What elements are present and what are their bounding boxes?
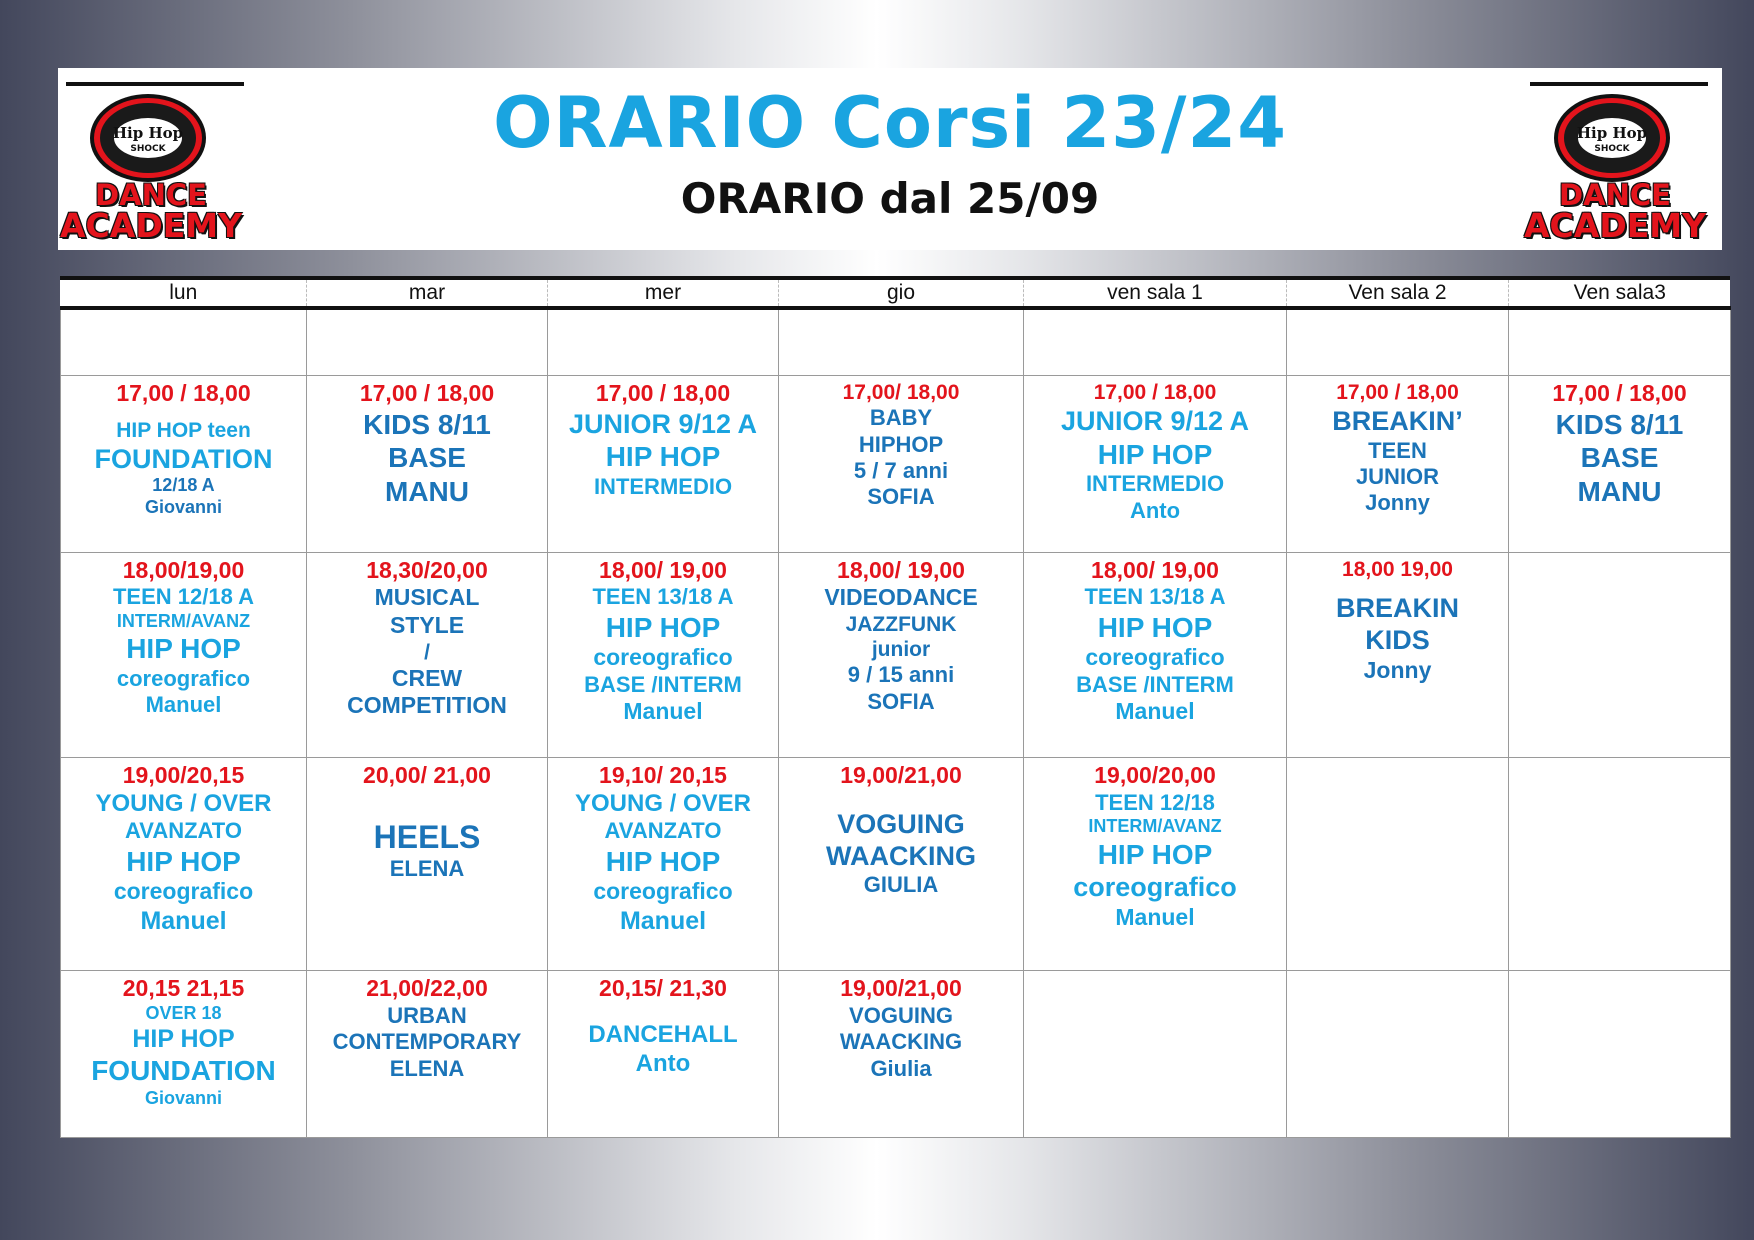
class-line: Giovanni bbox=[144, 496, 222, 517]
class-line: JAZZFUNK bbox=[845, 613, 957, 637]
class-line: BREAKIN bbox=[1335, 593, 1459, 624]
class-line: YOUNG / OVER bbox=[95, 789, 272, 817]
class-time: 19,00/21,00 bbox=[840, 975, 962, 1002]
page-title: ORARIO Corsi 23/24 bbox=[493, 82, 1287, 164]
class-line: MANU bbox=[1577, 475, 1662, 507]
class-line: HIP HOP bbox=[605, 440, 721, 472]
class-cell bbox=[307, 376, 548, 553]
class-line: Manuel bbox=[1115, 903, 1195, 930]
class-line: SOFIA bbox=[867, 688, 935, 714]
class-line: BREAKIN’ bbox=[1332, 406, 1463, 437]
class-line: TEEN 12/18 bbox=[1095, 789, 1215, 815]
class-line: INTERM/AVANZ bbox=[1088, 815, 1222, 836]
logo-divider bbox=[1530, 82, 1708, 86]
empty-cell bbox=[1287, 757, 1509, 970]
class-line: JUNIOR 9/12 A bbox=[568, 408, 758, 439]
logo-text-academy: ACADEMY bbox=[1524, 206, 1706, 245]
column-header-gio: gio bbox=[779, 280, 1024, 308]
class-time: 21,00/22,00 bbox=[366, 975, 488, 1002]
class-time: 17,00 / 18,00 bbox=[116, 380, 251, 406]
class-cell bbox=[61, 757, 307, 970]
class-line: SOFIA bbox=[867, 484, 935, 510]
class-line: HIP HOP bbox=[132, 1025, 235, 1054]
class-time: 17,00 / 18,00 bbox=[595, 380, 731, 406]
class-line: junior bbox=[871, 638, 931, 662]
class-line: TEEN 12/18 A bbox=[112, 584, 255, 610]
class-line: WAACKING bbox=[839, 1029, 963, 1055]
class-time: 17,00 / 18,00 bbox=[1336, 381, 1459, 404]
class-cell bbox=[1024, 552, 1287, 757]
class-line: HIP HOP bbox=[605, 611, 721, 643]
class-line: AVANZATO bbox=[604, 818, 722, 844]
empty-cell bbox=[1509, 971, 1731, 1138]
class-cell bbox=[779, 552, 1024, 757]
class-line: coreografico bbox=[1085, 644, 1225, 671]
logo-badge-text-2: SHOCK bbox=[130, 144, 166, 154]
class-time: 20,15/ 21,30 bbox=[599, 975, 727, 1002]
class-line: Giulia bbox=[870, 1055, 932, 1081]
empty-cell bbox=[307, 308, 548, 375]
empty-cell bbox=[61, 308, 307, 375]
class-line: INTERMEDIO bbox=[593, 473, 733, 499]
class-line: Jonny bbox=[1365, 490, 1430, 516]
class-line: KIDS bbox=[1365, 625, 1430, 656]
class-line: Manuel bbox=[145, 692, 222, 718]
class-line: Manuel bbox=[623, 698, 703, 725]
class-time: 20,00/ 21,00 bbox=[363, 761, 491, 788]
class-line: STYLE bbox=[389, 612, 465, 639]
class-time: 17,00/ 18,00 bbox=[842, 381, 960, 404]
column-header-lun: lun bbox=[61, 280, 307, 308]
class-line: TEEN 13/18 A bbox=[1084, 584, 1226, 610]
class-line: Manuel bbox=[619, 906, 707, 935]
class-line: FOUNDATION bbox=[91, 1055, 276, 1087]
schedule-table bbox=[60, 280, 1731, 1138]
class-time: 19,00/20,00 bbox=[1094, 761, 1216, 788]
class-time: 18,00 19,00 bbox=[1342, 557, 1453, 581]
class-line: CREW bbox=[391, 664, 463, 691]
class-line: TEEN 13/18 A bbox=[592, 584, 734, 610]
class-line: MANU bbox=[385, 475, 469, 507]
class-line: Anto bbox=[1129, 497, 1181, 523]
column-header-mar: mar bbox=[307, 280, 548, 308]
class-line: HEELS bbox=[373, 818, 481, 855]
column-header-ven-sala-2: Ven sala 2 bbox=[1287, 280, 1509, 308]
class-cell bbox=[1509, 376, 1731, 553]
class-line: FOUNDATION bbox=[94, 443, 273, 474]
class-line: VIDEODANCE bbox=[824, 584, 978, 611]
class-cell bbox=[307, 757, 548, 970]
class-time: 18,00/ 19,00 bbox=[837, 556, 965, 583]
class-line: coreografico bbox=[116, 666, 251, 692]
class-cell bbox=[61, 552, 307, 757]
class-cell bbox=[548, 757, 779, 970]
class-line: Manuel bbox=[140, 906, 227, 935]
class-line: Giovanni bbox=[144, 1088, 222, 1108]
class-cell bbox=[307, 552, 548, 757]
class-cell bbox=[61, 971, 307, 1138]
class-line: COMPETITION bbox=[347, 692, 507, 719]
class-line: Manuel bbox=[1115, 698, 1195, 725]
class-line: VOGUING bbox=[837, 808, 965, 839]
class-cell bbox=[1287, 376, 1509, 553]
class-line: BABY bbox=[869, 405, 933, 431]
class-line: DANCEHALL bbox=[588, 1020, 738, 1048]
empty-cell bbox=[1287, 308, 1509, 375]
class-line: MUSICAL bbox=[374, 584, 480, 611]
class-line: OVER 18 bbox=[145, 1002, 222, 1023]
class-time: 17,00 / 18,00 bbox=[1093, 381, 1217, 404]
class-line: HIPHOP bbox=[858, 431, 944, 457]
class-line: coreografico bbox=[1073, 872, 1237, 903]
column-header-ven-sala-3: Ven sala3 bbox=[1509, 280, 1731, 308]
page-subtitle: ORARIO dal 25/09 bbox=[680, 174, 1100, 223]
class-cell bbox=[548, 376, 779, 553]
empty-cell bbox=[548, 308, 779, 375]
class-time: 18,00/ 19,00 bbox=[1091, 556, 1219, 583]
class-line: BASE bbox=[1580, 442, 1659, 474]
class-line: KIDS 8/11 bbox=[363, 408, 491, 440]
class-line: INTERM/AVANZ bbox=[116, 610, 251, 631]
class-cell bbox=[548, 552, 779, 757]
logo-text-academy: ACADEMY bbox=[60, 206, 242, 245]
class-line: GIULIA bbox=[863, 872, 939, 898]
column-header-mer: mer bbox=[548, 280, 779, 308]
academy-logo-right bbox=[1522, 74, 1704, 244]
class-line: coreografico bbox=[593, 878, 733, 905]
class-cell bbox=[1024, 376, 1287, 553]
empty-cell bbox=[1509, 308, 1731, 375]
empty-cell bbox=[1287, 971, 1509, 1138]
class-line: HIP HOP bbox=[126, 633, 241, 665]
class-time: 18,30/20,00 bbox=[366, 556, 488, 583]
class-line: ELENA bbox=[389, 1055, 465, 1081]
class-line: HIP HOP bbox=[605, 845, 721, 877]
class-time: 18,00/19,00 bbox=[122, 556, 245, 583]
class-cell bbox=[307, 971, 548, 1138]
class-time: 20,15 21,15 bbox=[122, 975, 245, 1002]
class-line: TEEN bbox=[1368, 437, 1427, 463]
empty-cell bbox=[1509, 552, 1731, 757]
class-cell bbox=[548, 971, 779, 1138]
class-line: INTERMEDIO bbox=[1085, 471, 1225, 497]
empty-cell bbox=[1509, 757, 1731, 970]
logo-text-dance: DANCE bbox=[95, 178, 207, 212]
class-line: BASE bbox=[388, 442, 466, 474]
class-time: 17,00 / 18,00 bbox=[1552, 380, 1687, 406]
class-time: 19,00/21,00 bbox=[840, 761, 962, 788]
class-line: coreografico bbox=[593, 644, 733, 671]
schedule-table-container bbox=[60, 276, 1730, 1138]
class-line: JUNIOR 9/12 A bbox=[1060, 406, 1250, 437]
hiphop-shock-logo-badge bbox=[1550, 88, 1674, 184]
class-line: KIDS 8/11 bbox=[1555, 408, 1684, 440]
class-line: BASE /INTERM bbox=[584, 672, 742, 698]
class-line: Jonny bbox=[1363, 656, 1432, 683]
class-line: VOGUING bbox=[849, 1002, 953, 1028]
logo-badge-text-1: Hip Hop bbox=[1576, 124, 1648, 142]
class-line: 12/18 A bbox=[152, 475, 215, 496]
empty-cell bbox=[1024, 308, 1287, 375]
class-line: YOUNG / OVER bbox=[574, 789, 752, 817]
class-line: Anto bbox=[635, 1049, 691, 1077]
class-time: 19,10/ 20,15 bbox=[599, 761, 727, 788]
class-line: HIP HOP teen bbox=[116, 418, 251, 442]
logo-badge-text-2: SHOCK bbox=[1594, 144, 1630, 154]
class-line: WAACKING bbox=[826, 840, 976, 871]
class-cell bbox=[1287, 552, 1509, 757]
class-line: HIP HOP bbox=[1097, 611, 1213, 643]
class-cell bbox=[61, 376, 307, 553]
class-line: BASE /INTERM bbox=[1076, 672, 1234, 698]
class-line: / bbox=[424, 640, 430, 664]
logo-text-dance: DANCE bbox=[1559, 178, 1671, 212]
class-cell bbox=[779, 971, 1024, 1138]
class-line: CONTEMPORARY bbox=[332, 1029, 522, 1055]
class-line: JUNIOR bbox=[1355, 463, 1440, 489]
column-header-ven-sala-1: ven sala 1 bbox=[1024, 280, 1287, 308]
class-time: 17,00 / 18,00 bbox=[359, 380, 495, 406]
class-time: 18,00/ 19,00 bbox=[599, 556, 727, 583]
class-cell bbox=[779, 376, 1024, 553]
empty-cell bbox=[1024, 971, 1287, 1138]
class-line: coreografico bbox=[113, 878, 254, 905]
empty-cell bbox=[779, 308, 1024, 375]
class-line: ELENA bbox=[389, 855, 465, 881]
logo-badge-text-1: Hip Hop bbox=[112, 124, 184, 142]
header-banner bbox=[58, 68, 1722, 250]
class-line: AVANZATO bbox=[125, 818, 242, 844]
class-cell bbox=[1024, 757, 1287, 970]
class-line: HIP HOP bbox=[1097, 438, 1213, 470]
class-line: HIP HOP bbox=[1097, 838, 1213, 870]
class-cell bbox=[779, 757, 1024, 970]
class-line: URBAN bbox=[387, 1002, 467, 1028]
class-line: 5 / 7 anni bbox=[853, 457, 949, 483]
class-line: 9 / 15 anni bbox=[847, 662, 955, 688]
class-time: 19,00/20,15 bbox=[122, 761, 245, 788]
class-line: HIP HOP bbox=[126, 845, 241, 877]
